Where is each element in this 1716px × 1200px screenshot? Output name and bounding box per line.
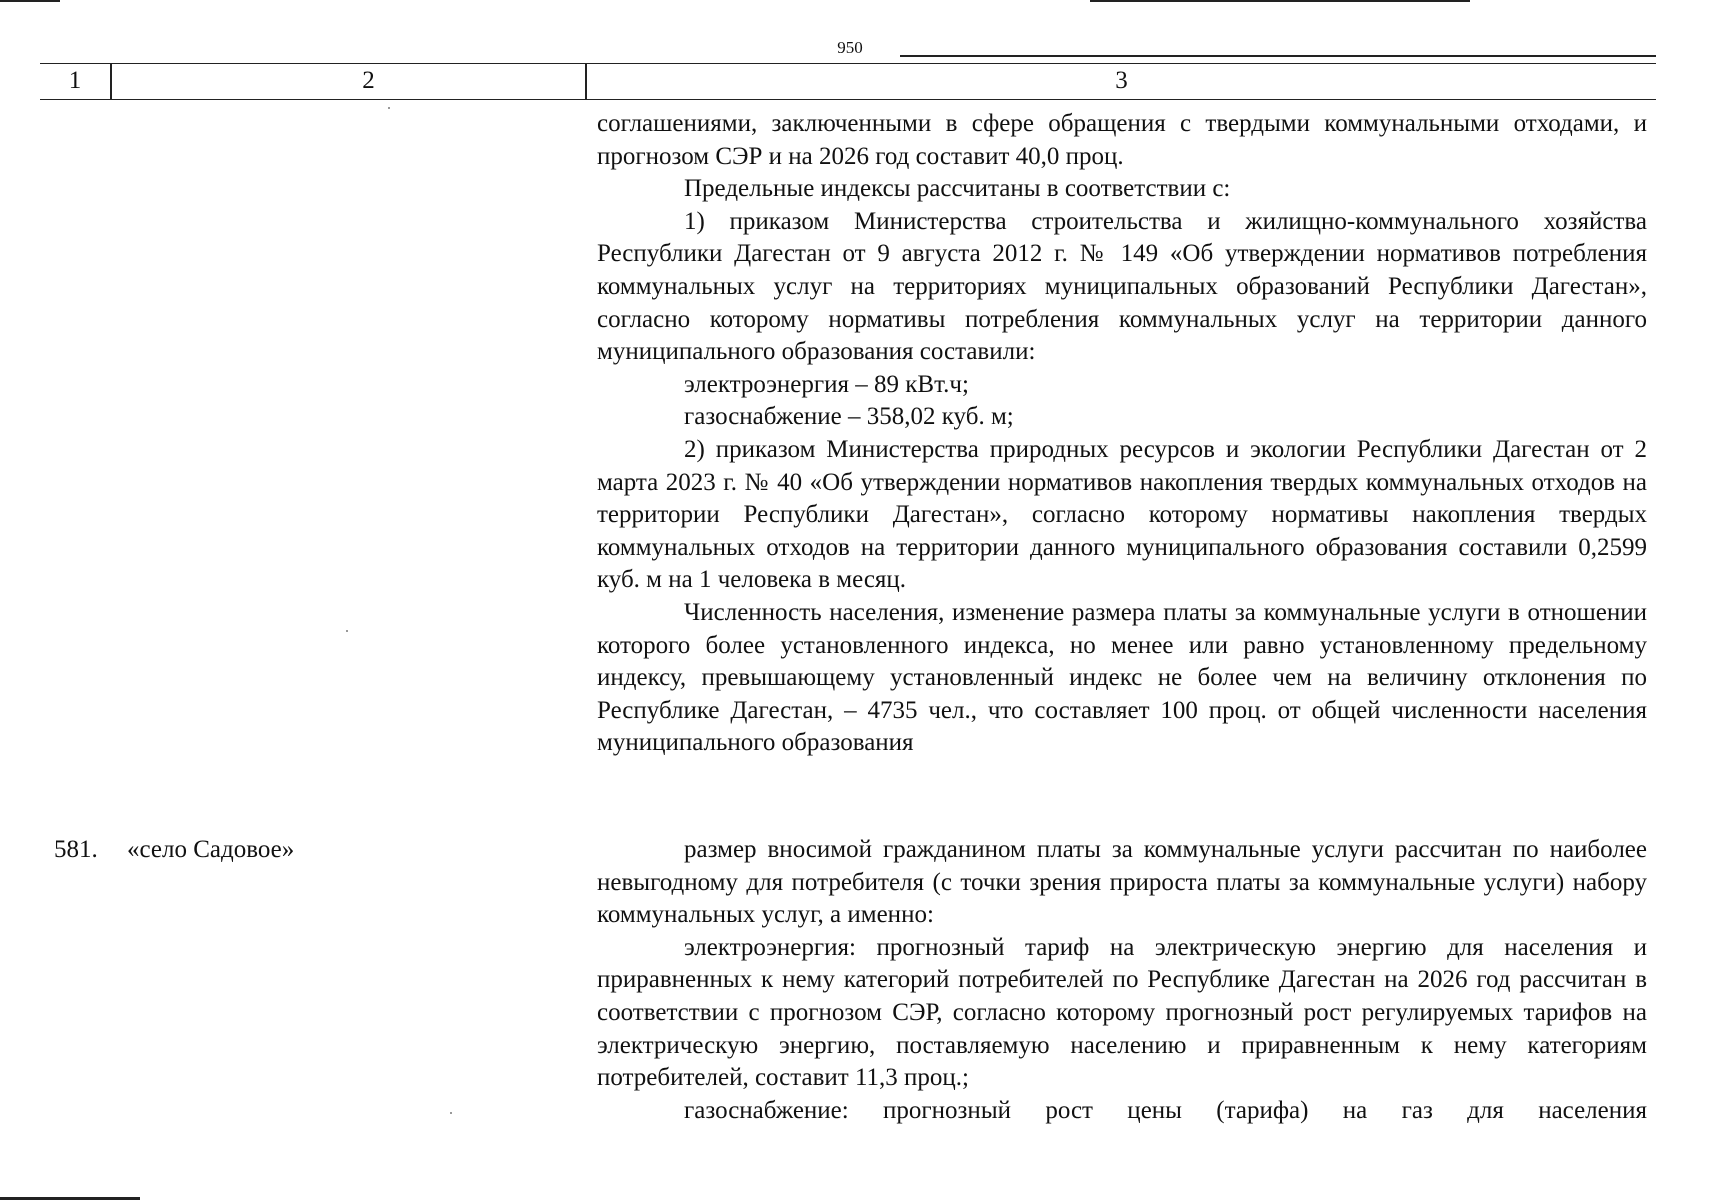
scan-speck xyxy=(450,1112,452,1114)
row-number: 581. xyxy=(54,836,98,863)
scan-speck xyxy=(388,107,390,109)
paragraph: 2) приказом Министерства природных ресурсов и экологии Республики Дагестан от 2 марта 2023 г. № 40 «Об утверждении нормативов накопления твердых коммунальных отходов на территории Республики Дагестан», согласно которому нормативы накопления твердых коммунальных отходов на территории данного муниципального образования составили 0,2599 куб. м на 1 человека в месяц. xyxy=(597,435,1647,594)
scan-edge-line-top-right xyxy=(1090,0,1470,2)
entry-text-block xyxy=(597,834,1647,1127)
scan-edge-line-top-left xyxy=(0,0,60,2)
paragraph: электроэнергия – 89 кВт.ч; xyxy=(684,370,969,398)
paragraph: Предельные индексы рассчитаны в соответствии с: xyxy=(684,175,1231,203)
header-cell-col-2: 2 xyxy=(362,67,375,94)
scan-speck xyxy=(346,630,348,632)
paragraph: Численность населения, изменение размера платы за коммунальные услуги в отношении которого более установленного индекса, но менее или равно установленному предельному индексу, превышающему установленный индекс не более чем на величину отклонения по Республике Дагестан, – 4735 чел., что составляет 100 проц. от общей численности населения муниципального образования xyxy=(597,598,1647,757)
header-cell-col-3: 3 xyxy=(1115,67,1128,94)
paragraph: газоснабжение – 358,02 куб. м; xyxy=(684,403,1014,431)
paragraph: электроэнергия: прогнозный тариф на электрическую энергию для населения и приравненных к нему категорий потребителей по Республике Дагестан на 2026 год рассчитан в соответствии с прогнозом СЭР, согласно которому прогнозный рост регулируемых тарифов на электрическую энергию, поставляемую населению и приравненным к нему категориям потребителей, составит 11,3 проц.; xyxy=(597,933,1647,1092)
table-header-row xyxy=(40,63,1656,100)
paragraph: 1) приказом Министерства строительства и жилищно-коммунального хозяйства Республики Дагестан от 9 августа 2012 г. № 149 «Об утверждении нормативов потребления коммунальных услуг на территориях муниципальных образований Республики Дагестан», согласно которому нормативы потребления коммунальных услуг на территории данного муниципального образования составили: xyxy=(597,207,1647,366)
paragraph: соглашениями, заключенными в сфере обращения с твердыми коммунальными отходами, и прогнозом СЭР и на 2026 год составит 40,0 проц. xyxy=(597,110,1647,170)
header-cell-col-1: 1 xyxy=(68,67,82,94)
page-number: 950 xyxy=(837,38,863,57)
paragraph: размер вносимой гражданином платы за коммунальные услуги рассчитан по наиболее невыгодному для потребителя (с точки зрения прироста платы за коммунальные услуги) набору коммунальных услуг, а именно: xyxy=(597,836,1647,929)
continuation-text-block xyxy=(597,108,1647,760)
header-top-rule-right xyxy=(900,55,1656,57)
paragraph: газоснабжение: прогнозный рост цены (тарифа) на газ для населения xyxy=(684,1096,1647,1124)
municipality-name: «село Садовое» xyxy=(127,836,295,863)
